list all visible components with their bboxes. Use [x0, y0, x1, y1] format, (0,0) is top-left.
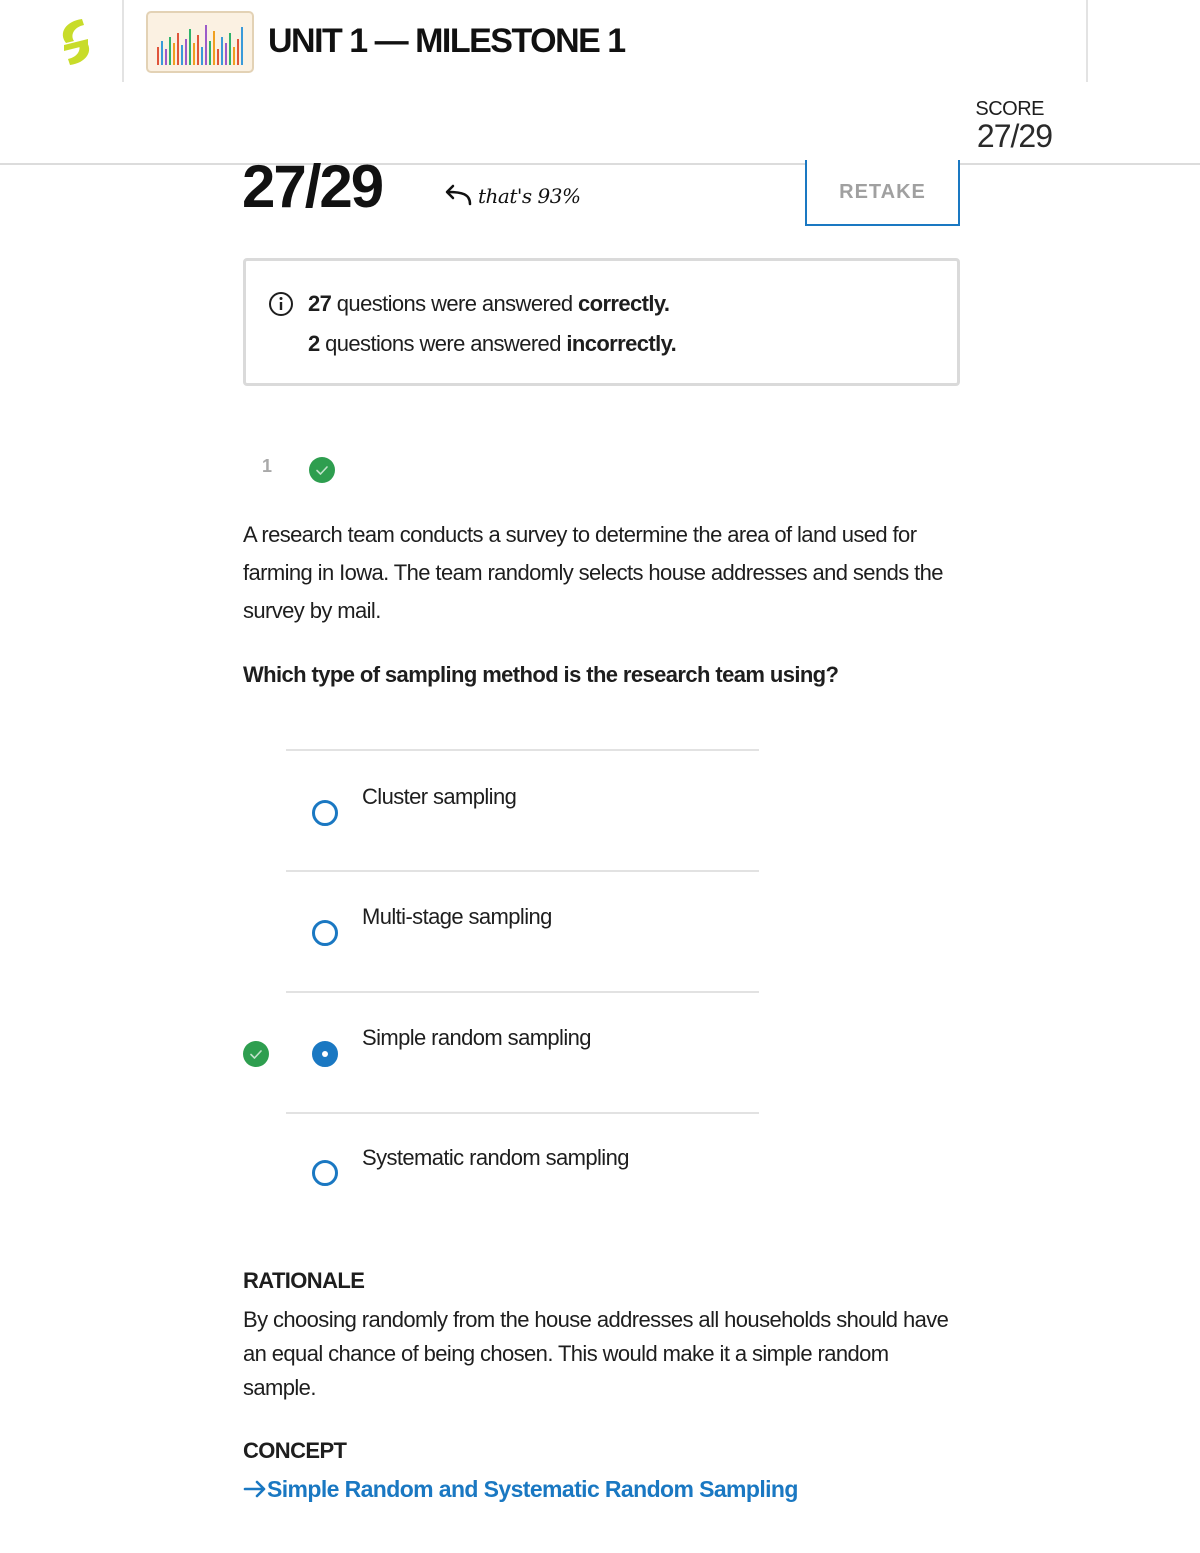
top-header: [0, 0, 1200, 165]
arrow-right-icon: [243, 1479, 267, 1499]
curved-arrow-back-icon: [442, 184, 472, 208]
retake-button[interactable]: RETAKE: [805, 160, 960, 226]
option-divider: [286, 749, 759, 751]
unit-title: UNIT 1 — MILESTONE 1: [268, 22, 625, 60]
header-divider-left: [122, 0, 124, 82]
question-text: A research team conducts a survey to determine the area of land used for farming in Iowa. The team randomly selects house addresses and sends the survey by mail.: [243, 522, 943, 623]
option-radio-selected[interactable]: [312, 1041, 338, 1067]
option-radio[interactable]: [312, 800, 338, 826]
sophia-logo-icon[interactable]: [52, 15, 100, 69]
bar-chart-thumbnail-icon: [148, 13, 252, 71]
incorrect-summary: 2 questions were answered incorrectly.: [308, 331, 677, 356]
option-divider: [286, 991, 759, 993]
option-divider: [286, 870, 759, 872]
correct-answer-check-icon: [243, 1041, 269, 1067]
option-radio[interactable]: [312, 920, 338, 946]
big-score: 27/29: [242, 153, 383, 220]
percent-note-text: that's 93%: [478, 184, 581, 208]
score-label: SCORE: [975, 98, 1044, 120]
correct-summary: 27 questions were answered correctly.: [308, 291, 670, 316]
percent-note: [442, 184, 580, 208]
option-label[interactable]: Multi-stage sampling: [362, 904, 552, 929]
concept-link[interactable]: [243, 1476, 798, 1503]
option-label[interactable]: Simple random sampling: [362, 1025, 591, 1050]
results-info-box: [243, 258, 960, 386]
rationale-text: By choosing randomly from the house addresses all households should have an equal chance of being chosen. This would make it a simple random sample.: [243, 1307, 949, 1400]
rationale-heading: RATIONALE: [243, 1268, 365, 1293]
score-value: 27/29: [976, 118, 1052, 154]
question-number: 1: [262, 456, 273, 476]
option-label[interactable]: Systematic random sampling: [362, 1145, 629, 1170]
option-divider: [286, 1112, 759, 1114]
option-radio[interactable]: [312, 1160, 338, 1186]
course-thumbnail: [146, 11, 254, 73]
info-icon: [268, 291, 294, 317]
option-label[interactable]: Cluster sampling: [362, 784, 517, 809]
concept-heading: CONCEPT: [243, 1438, 347, 1463]
header-divider-right: [1086, 0, 1088, 82]
question-correct-check-icon: [309, 457, 335, 483]
concept-link-text[interactable]: Simple Random and Systematic Random Sampling: [267, 1476, 798, 1502]
question-prompt: Which type of sampling method is the research team using?: [243, 662, 839, 687]
